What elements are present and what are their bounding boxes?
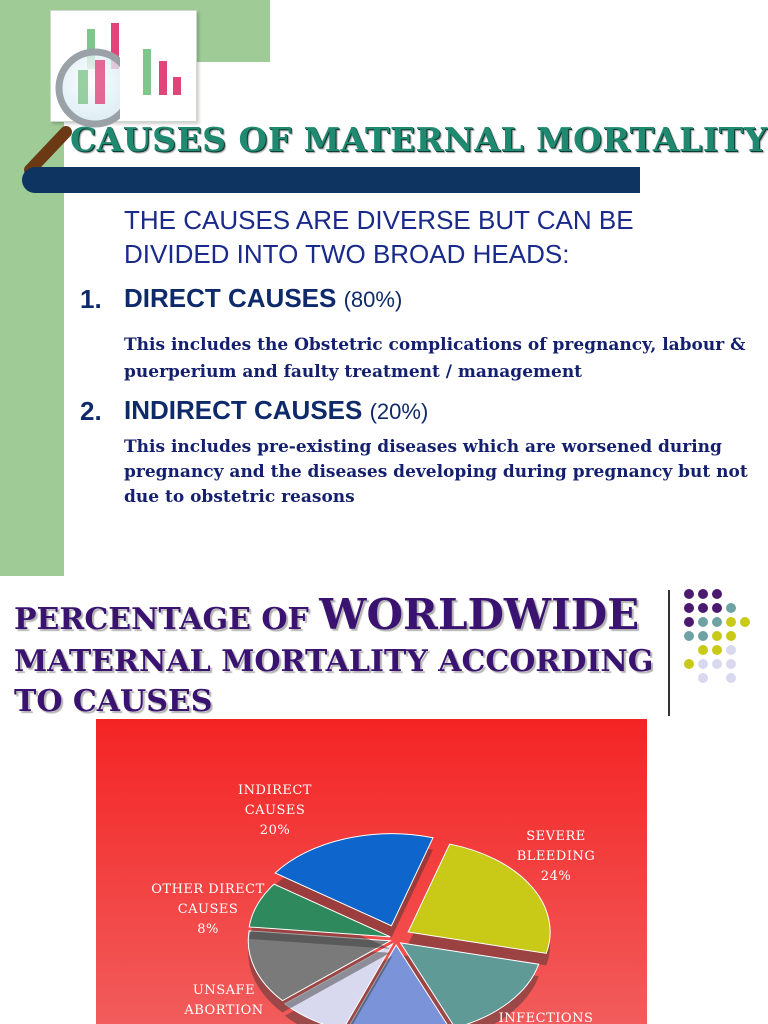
title-part-1: PERCENTAGE OF bbox=[14, 602, 309, 637]
item-number: 1. bbox=[80, 284, 102, 314]
item-number: 2. bbox=[80, 396, 102, 426]
pie-slice-label: INFECTIONS bbox=[498, 1011, 594, 1024]
item-heading: DIRECT CAUSES bbox=[124, 283, 337, 313]
direct-causes-heading bbox=[124, 283, 402, 314]
slide-percentage-chart bbox=[0, 576, 768, 1024]
title-line-3: TO CAUSES bbox=[14, 684, 213, 719]
title-underline-bar bbox=[22, 167, 640, 193]
direct-causes-description: This includes the Obstetric complications of pregnancy, labour & puerperium and faulty treatment / management bbox=[124, 335, 746, 382]
pie-slice-label: OTHER DIRECT CAUSES 8% bbox=[151, 882, 265, 937]
indirect-causes-heading bbox=[124, 395, 428, 426]
title-line-1 bbox=[14, 590, 639, 639]
indirect-causes-description: This includes pre-existing diseases which are worsened during pregnancy and the diseases developing during pregnancy but not due to obstetric reasons bbox=[124, 437, 748, 507]
title-line-2: MATERNAL MORTALITY ACCORDING bbox=[14, 644, 654, 679]
intro-text: THE CAUSES ARE DIVERSE BUT CAN BE DIVIDED INTO TWO BROAD HEADS: bbox=[124, 205, 634, 269]
slide-title: CAUSES OF MATERNAL MORTALITY bbox=[70, 120, 768, 159]
decorative-dots-icon bbox=[683, 588, 763, 698]
title-part-2: WORLDWIDE bbox=[319, 590, 640, 639]
item-percent: (80%) bbox=[343, 287, 403, 312]
item-heading: INDIRECT CAUSES bbox=[124, 395, 363, 425]
item-percent: (20%) bbox=[369, 399, 429, 424]
divider-line bbox=[668, 590, 670, 716]
pie-chart-area bbox=[96, 719, 647, 1024]
pie-slice-label: SEVERE BLEEDING 24% bbox=[516, 829, 596, 884]
pie-slice-label: INDIRECT CAUSES 20% bbox=[238, 783, 312, 838]
pie-chart bbox=[96, 719, 647, 1024]
pie-slice-label: UNSAFE ABORTION bbox=[184, 983, 264, 1018]
